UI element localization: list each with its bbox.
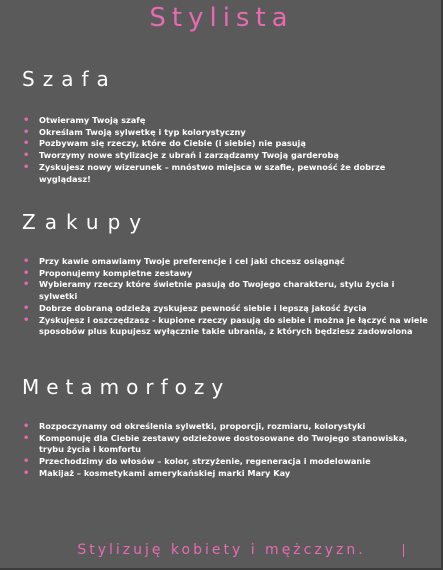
list-szafa xyxy=(23,115,433,185)
list-item xyxy=(23,468,433,480)
footer-tagline: Stylizuję kobiety i mężczyzn. xyxy=(77,542,366,558)
bullet-dot-icon: • xyxy=(23,161,30,173)
list-item xyxy=(23,256,433,268)
bullet-dot-icon: • xyxy=(23,314,30,326)
list-zakupy xyxy=(23,256,433,338)
list-item-text: Dobrze dobraną odzieżą zyskujesz pewność siebie i lepszą jakość życia xyxy=(39,302,367,313)
list-item-text: Tworzymy nowe stylizacje z ubrań i zarządzamy Twoją garderobą xyxy=(39,150,339,161)
list-item-text: Przechodzimy do włosów – kolor, strzyżenie, regeneracja i modelowanie xyxy=(39,456,371,467)
list-item-text: Rozpoczynamy od określenia sylwetki, proporcji, rozmiaru, kolorystyki xyxy=(39,421,366,431)
list-item xyxy=(23,315,433,338)
bullet-dot-icon: • xyxy=(23,115,30,126)
section-title-zakupy: Zakupy xyxy=(22,210,151,234)
list-item xyxy=(23,115,433,127)
list-item xyxy=(23,303,433,315)
list-item xyxy=(23,150,433,162)
list-item-text: Zyskujesz i oszczędzasz - kupione rzeczy pasują do siebie i można je łączyć na wiele sposobów plus kupujesz wyłącznie takie ubrania, z których będziesz zadowolona xyxy=(39,314,428,337)
list-item xyxy=(23,279,433,302)
list-item-text: Otwieramy Twoją szafę xyxy=(39,115,146,125)
bullet-dot-icon: • xyxy=(23,126,30,138)
list-item-text: Przy kawie omawiamy Twoje preferencje i cel jaki chcesz osiągnąć xyxy=(39,256,345,266)
list-item xyxy=(23,162,433,185)
list-metamorfozy xyxy=(23,421,433,480)
bullet-dot-icon: • xyxy=(23,267,30,279)
bullet-dot-icon: • xyxy=(23,467,30,479)
text-cursor xyxy=(403,544,404,557)
bullet-dot-icon: • xyxy=(23,456,30,468)
bullet-dot-icon: • xyxy=(23,279,30,291)
list-item-text: Proponujemy kompletne zestawy xyxy=(39,267,193,278)
bullet-dot-icon: • xyxy=(23,421,30,432)
list-item-text: Wybieramy rzeczy które świetnie pasują do Twojego charakteru, stylu życia i sylwetki xyxy=(39,279,395,302)
bullet-dot-icon: • xyxy=(23,138,30,150)
list-item xyxy=(23,138,433,150)
section-title-szafa: Szafa xyxy=(22,67,117,91)
list-item-text: Określam Twoją sylwetkę i typ kolorystyczny xyxy=(39,126,246,137)
page-title: Stylista xyxy=(149,3,294,33)
list-item-text: Pozbywam się rzeczy, które do Ciebie (i siebie) nie pasują xyxy=(39,138,306,149)
list-item xyxy=(23,456,433,468)
bullet-dot-icon: • xyxy=(23,150,30,162)
list-item xyxy=(23,433,433,456)
section-title-metamorfozy: Metamorfozy xyxy=(22,375,231,399)
list-item-text: Makijaż – kosmetykami amerykańskiej marki Mary Kay xyxy=(39,467,291,478)
list-item-text: Komponuję dla Ciebie zestawy odzieżowe dostosowane do Twojego stanowiska, trybu życia i komfortu xyxy=(39,432,408,455)
bullet-dot-icon: • xyxy=(23,302,30,314)
list-item-text: Zyskujesz nowy wizerunek – mnóstwo miejsca w szafie, pewność że dobrze wyglądasz! xyxy=(39,161,386,184)
list-item xyxy=(23,268,433,280)
bullet-dot-icon: • xyxy=(23,256,30,267)
list-item xyxy=(23,421,433,433)
bullet-dot-icon: • xyxy=(23,432,30,444)
list-item xyxy=(23,127,433,139)
